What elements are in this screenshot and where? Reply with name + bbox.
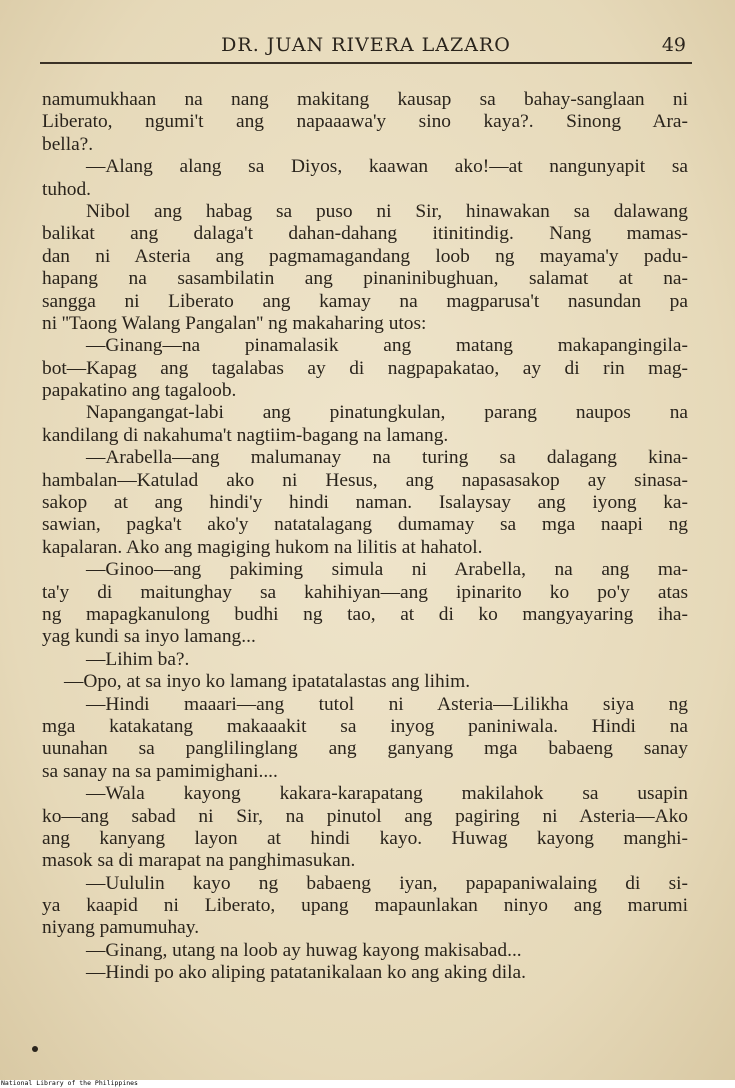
text-line: hambalan—Katulad ako ni Hesus, ang napasasakop ay sinasa- [42,469,688,491]
text-line: yag kundi sa inyo lamang... [42,626,256,648]
text-line: ng mapagkanulong budhi ng tao, at di ko mangyayaring iha- [42,603,688,625]
text-line: —Hindi maaari—ang tutol ni Asteria—Lilikha siya ng [86,693,688,715]
text-line: tuhod. [42,178,92,200]
running-header [40,32,692,64]
text-line: bella?. [42,133,94,155]
text-line: —Arabella—ang malumanay na turing sa dalagang kina- [86,447,688,469]
ink-dot [32,1046,38,1052]
text-line: ang kanyang layon at hindi kayo. Huwag kayong manghi- [42,827,688,849]
text-line: balikat ang dalaga't dahan-dahang itinitindig. Nang mamas- [42,223,688,245]
text-line: kapalaran. Ako ang magiging hukom na lilitis at hahatol. [42,536,483,558]
text-line: —Ginoo—ang pakiming simula ni Arabella, na ang ma- [86,559,688,581]
text-line: Napangangat-labi ang pinatungkulan, parang naupos na [86,402,688,424]
library-credit: National Library of the Philippines [1,1079,138,1087]
text-line: niyang pamumuhay. [42,917,200,939]
text-line: —Wala kayong kakara-karapatang makilahok sa usapin [86,783,688,805]
text-line: mga katakatang makaaakit sa inyog paniniwala. Hindi na [42,715,688,737]
text-line: —Ginang—na pinamalasik ang matang makapangingila- [86,335,688,357]
text-line: ko—ang sabad ni Sir, na pinutol ang pagiring ni Asteria—Ako [42,805,688,827]
text-line: ta'y di maitunghay sa kahihiyan—ang ipinarito ko po'y atas [42,581,688,603]
text-line: sakop at ang hindi'y hindi naman. Isalaysay ang iyong ka- [42,492,688,514]
text-line: dan ni Asteria ang pagmamagandang loob ng mayama'y padu- [42,245,688,267]
text-line: ya kaapid ni Liberato, upang mapaunlakan ninyo ang marumi [42,895,688,917]
text-line: Liberato, ngumi't ang napaaawa'y sino kaya?. Sinong Ara- [42,111,688,133]
header-title: DR. JUAN RIVERA LAZARO [221,34,511,56]
text-line: sawian, pagka't ako'y natatalagang dumamay sa mga naapi ng [42,514,688,536]
text-line: uunahan sa panglilinglang ang ganyang mga babaeng sanay [42,738,688,760]
text-line: masok sa di marapat na panghimasukan. [42,850,356,872]
page-number: 49 [661,34,686,56]
text-line: —Uululin kayo ng babaeng iyan, papapaniwalaing di si- [86,872,688,894]
footer [0,1080,735,1088]
text-line: namumukhaan na nang makitang kausap sa bahay-sanglaan ni [42,89,688,110]
text-line: —Lihim ba?. [86,648,190,670]
text-line: Nibol ang habag sa puso ni Sir, hinawakan sa dalawang [86,200,688,222]
text-line: —Alang alang sa Diyos, kaawan ako!—at nangunyapit sa [86,156,688,178]
text-line: bot—Kapag ang tagalabas ay di nagpapakatao, ay di rin mag- [42,357,688,379]
text-line: —Hindi po ako aliping patatanikalaan ko ang aking dila. [86,962,526,984]
text-line: kandilang di nakahuma't nagtiim-bagang na lamang. [42,424,449,446]
text-line: sa sanay na sa pamimighani.... [42,760,278,782]
text-line: ni ''Taong Walang Pangalan'' ng makaharing utos: [42,312,427,334]
text-line: —Opo, at sa inyo ko lamang ipatatalastas ang lihim. [64,671,471,693]
body-text [42,89,688,985]
text-line: hapang na sasambilatin ang pinaninibughuan, salamat at na- [42,268,688,290]
text-line: —Ginang, utang na loob ay huwag kayong makisabad... [86,939,522,961]
text-line: papakatino ang tagaloob. [42,380,237,402]
text-line: sangga ni Liberato ang kamay na magparusa't nasundan pa [42,290,688,312]
